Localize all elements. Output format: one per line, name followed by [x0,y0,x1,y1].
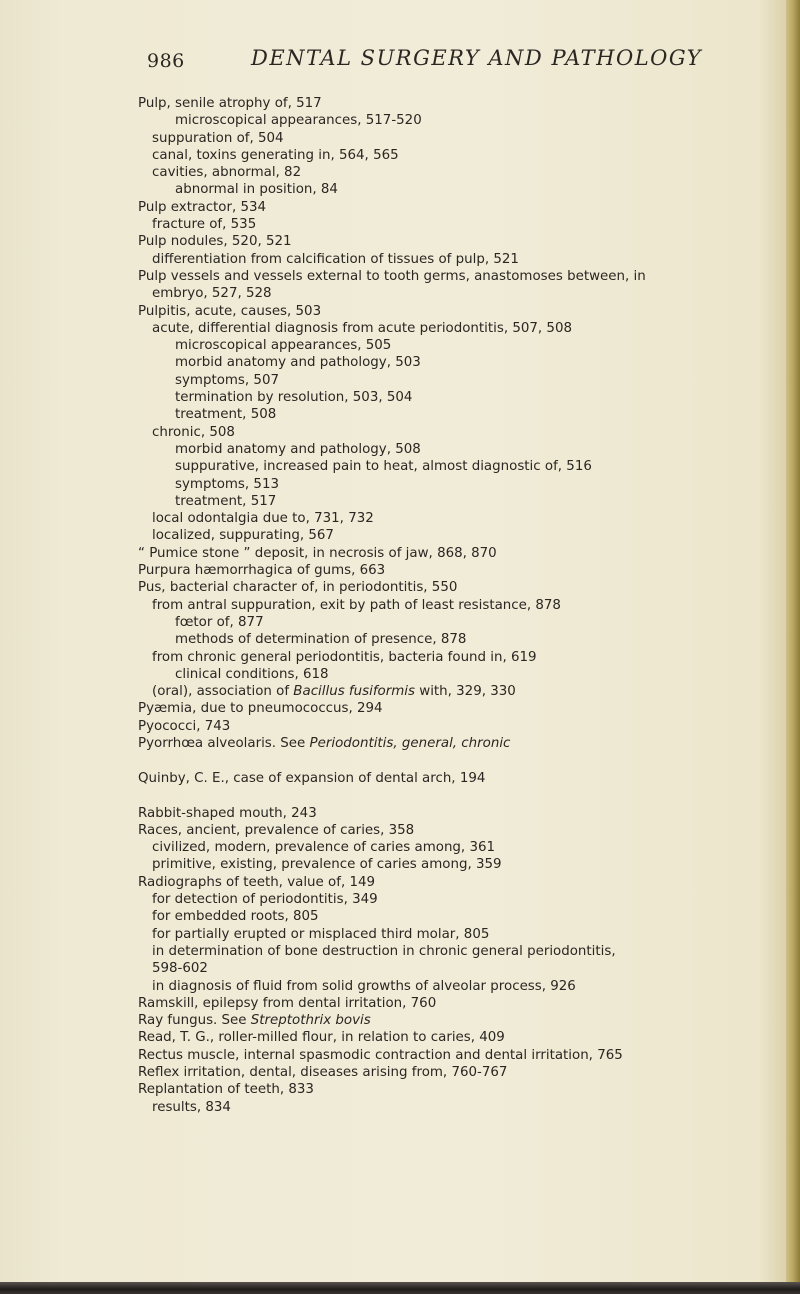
index-subentry: microscopical appearances, 517-520 [175,113,422,129]
index-entry: Quinby, C. E., case of expansion of dental arch, 194 [138,770,486,786]
index-entry: results, 834 [152,1099,231,1115]
index-entry: cavities, abnormal, 82 [152,165,302,181]
index-entry: civilized, modern, prevalence of caries among, 361 [152,840,496,856]
index-entry: Replantation of teeth, 833 [138,1082,314,1098]
index-entry: local odontalgia due to, 731, 732 [152,511,374,527]
index-entry: 598-602 [152,961,208,977]
index-entry: in diagnosis of fluid from solid growths of alveolar process, 926 [152,978,576,994]
index-subentry: abnormal in position, 84 [175,182,338,198]
index-subentry: suppurative, increased pain to heat, almost diagnostic of, 516 [175,459,592,475]
index-entry: Reflex irritation, dental, diseases arising from, 760-767 [138,1065,508,1081]
index-subentry: microscopical appearances, 505 [175,338,392,354]
index-entry: Pulp, senile atrophy of, 517 [138,96,322,111]
page-number: 986 [147,50,185,72]
page-edge-bottom [0,1282,800,1294]
index-entry: acute, differential diagnosis from acute periodontitis, 507, 508 [152,320,572,336]
index-subentry: fœtor of, 877 [175,614,264,630]
index-entry: differentiation from calcification of tissues of pulp, 521 [152,251,519,267]
index-entry: Pyæmia, due to pneumococcus, 294 [138,701,383,717]
index-entry: Pyorrhœa alveolaris. See Periodontitis, general, chronic [138,735,511,751]
index-entry: for partially erupted or misplaced third molar, 805 [152,926,490,942]
index-entry: Pus, bacterial character of, in periodontitis, 550 [138,580,458,596]
index-entry: Pulp vessels and vessels external to tooth germs, anastomoses between, in [138,268,646,284]
index-subentry: treatment, 517 [175,493,277,509]
index-entries [138,95,778,1116]
index-entry: Ramskill, epilepsy from dental irritation, 760 [138,995,437,1011]
index-entry: from antral suppuration, exit by path of least resistance, 878 [152,597,561,613]
index-entry: Read, T. G., roller-milled flour, in relation to caries, 409 [138,1030,505,1046]
index-entry: from chronic general periodontitis, bacteria found in, 619 [152,649,537,665]
index-subentry: morbid anatomy and pathology, 508 [175,441,421,457]
index-entry: Pulpitis, acute, causes, 503 [138,303,322,319]
index-entry: for detection of periodontitis, 349 [152,892,378,908]
section-gap [138,787,778,805]
index-subentry: symptoms, 507 [175,372,279,388]
index-entry: Radiographs of teeth, value of, 149 [138,874,376,890]
index-subentry: morbid anatomy and pathology, 503 [175,355,421,371]
index-subentry: methods of determination of presence, 878 [175,632,467,648]
index-entry: “ Pumice stone ” deposit, in necrosis of jaw, 868, 870 [138,545,497,561]
index-entry: Rabbit-shaped mouth, 243 [138,805,317,821]
section-gap [138,752,778,770]
index-entry: canal, toxins generating in, 564, 565 [152,147,399,163]
running-head: DENTAL SURGERY AND PATHOLOGY [251,46,703,70]
index-entry: Rectus muscle, internal spasmodic contraction and dental irritation, 765 [138,1047,623,1063]
index-entry: in determination of bone destruction in chronic general periodontitis, [152,943,616,959]
index-entry: Purpura hæmorrhagica of gums, 663 [138,563,386,579]
index-entry: fracture of, 535 [152,217,257,233]
index-entry: (oral), association of Bacillus fusiformis with, 329, 330 [152,684,516,700]
index-subentry: clinical conditions, 618 [175,666,329,682]
index-entry: Pyococci, 743 [138,718,231,734]
index-entry: suppuration of, 504 [152,130,284,146]
index-entry: localized, suppurating, 567 [152,528,334,544]
index-subentry: treatment, 508 [175,407,277,423]
index-entry: primitive, existing, prevalence of caries among, 359 [152,857,502,873]
index-entry: Pulp nodules, 520, 521 [138,234,292,250]
page-header [147,44,703,76]
index-entry: Pulp extractor, 534 [138,199,267,215]
index-subentry: symptoms, 513 [175,476,279,492]
index-subentry: termination by resolution, 503, 504 [175,390,413,406]
index-entry: embryo, 527, 528 [152,286,272,302]
index-entry: chronic, 508 [152,424,235,440]
index-entry: for embedded roots, 805 [152,909,319,925]
page-edge-right [786,0,800,1294]
index-entry: Races, ancient, prevalence of caries, 358 [138,822,415,838]
index-entry: Ray fungus. See Streptothrix bovis [138,1013,371,1029]
